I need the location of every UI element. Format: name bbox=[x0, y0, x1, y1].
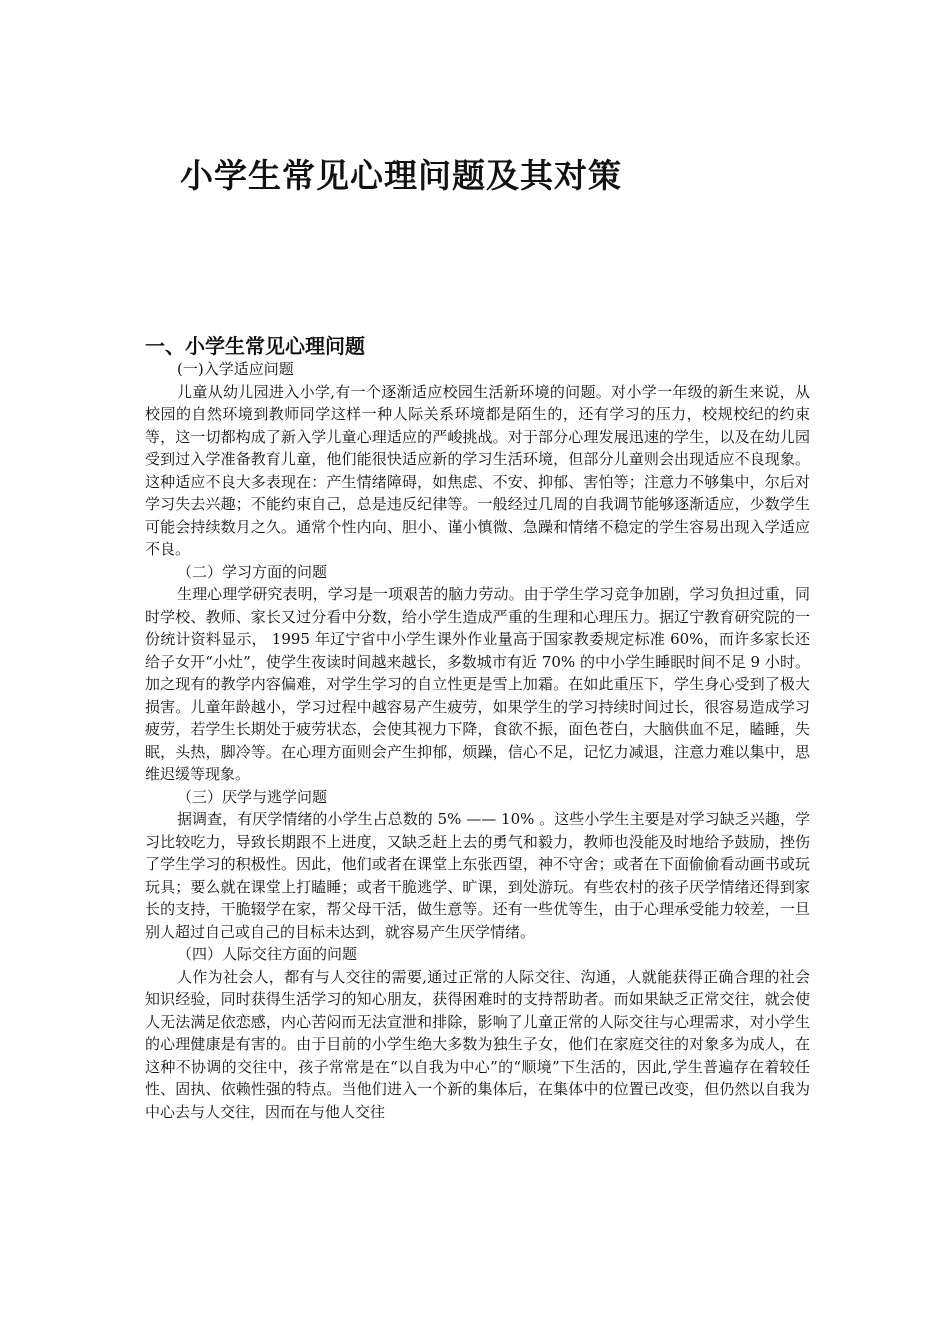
document-title: 小学生常见心理问题及其对策 bbox=[180, 156, 622, 195]
subsection-heading-3: （三）厌学与逃学问题 bbox=[177, 787, 328, 806]
subsection-heading-4: （四）人际交往方面的问题 bbox=[177, 945, 358, 963]
paragraph-2: 生理心理学研究表明，学习是一项艰苦的脑力劳动。由于学生学习竞争加剧，学习负担过重，同时学校、教师、家长又过分看中分数，给小学生造成严重的生理和心理压力。据辽宁教育研究院的一份统计资料显示， 1995 年辽宁省中小学生课外作业量高于国家教委规定标准 60%，而许多家长还给子女开“小灶”，使学生夜读时间越来越长，多数城市有近 70% 的中小学生睡眠时间不足 9 小时。加之现有的教学内容偏难，对学生学习的自立性更是雪上加霜。在如此重压下，学生身心受到了极大损害。儿童年龄越小，学习过程中越容易产生疲劳，如果学生的学习持续时间过长，很容易造成学习疲劳，若学生长期处于疲劳状态，会使其视力下降，食欲不振，面色苍白，大脑供血不足，瞌睡，失眠，头热，脚冷等。在心理方面则会产生抑郁，烦躁，信心不足，记忆力减退，注意力难以集中，思维迟缓等现象。 bbox=[145, 585, 810, 783]
paragraph-4: 人作为社会人，都有与人交往的需要,通过正常的人际交往、沟通，人就能获得正确合理的社会知识经验，同时获得生活学习的知心朋友，获得困难时的支持帮助者。而如果缺乏正常交往，就会使人无法满足依恋感，内心苦闷而无法宣泄和排除，影响了儿童正常的人际交往与心理需求，对小学生的心理健康是有害的。由于目前的小学生绝大多数为独生子女，他们在家庭交往的对象多为成人，在这种不协调的交往中，孩子常常是在“以自我为中心”的“顺境”下生活的，因此,学生普遍存在着较任性、固执、依赖性强的特点。当他们进入一个新的集体后，在集体中的位置已改变，但仍然以自我为中心去与人交往，因而在与他人交往 bbox=[145, 967, 810, 1121]
paragraph-1: 儿童从幼儿园进入小学,有一个逐渐适应校园生活新环境的问题。对小学一年级的新生来说，从校园的自然环境到教师同学这样一种人际关系环境都是陌生的，还有学习的压力，校规校纪的约束等，这一切都构成了新入学儿童心理适应的严峻挑战。对于部分心理发展迅速的学生，以及在幼儿园受到过入学准备教育儿童，他们能很快适应新的学习生活环境，但部分儿童则会出现适应不良现象。这种适应不良大多表现在：产生情绪障碍，如焦虑、不安、抑郁、害怕等；注意力不够集中，尔后对学习失去兴趣；不能约束自己，总是违反纪律等。一般经过几周的自我调节能够逐渐适应，少数学生可能会持续数月之久。通常个性内向、胆小、谨小慎微、急躁和情绪不稳定的学生容易出现入学适应不良。 bbox=[145, 382, 810, 558]
paragraph-3: 据调查，有厌学情绪的小学生占总数的 5% —— 10% 。这些小学生主要是对学习缺乏兴趣，学习比较吃力，导致长期跟不上进度，又缺乏赶上去的勇气和毅力，教师也没能及时地给予鼓励，挫伤了学生学习的积极性。因此，他们或者在课堂上东张西望，神不守舍；或者在下面偷偷看动画书或玩玩具；要么就在课堂上打瞌睡；或者干脆逃学、旷课，到处游玩。有些农村的孩子厌学情绪还得到家长的支持，干脆辍学在家，帮父母干活，做生意等。还有一些优等生，由于心理承受能力较差，一旦别人超过自己或自己的目标未达到，就容易产生厌学情绪。 bbox=[145, 810, 810, 941]
section-body bbox=[145, 358, 810, 1123]
subsection-heading-1: (一)入学适应问题 bbox=[177, 360, 294, 378]
section-heading: 一、小学生常见心理问题 bbox=[145, 334, 365, 358]
subsection-heading-2: （二）学习方面的问题 bbox=[177, 562, 328, 581]
